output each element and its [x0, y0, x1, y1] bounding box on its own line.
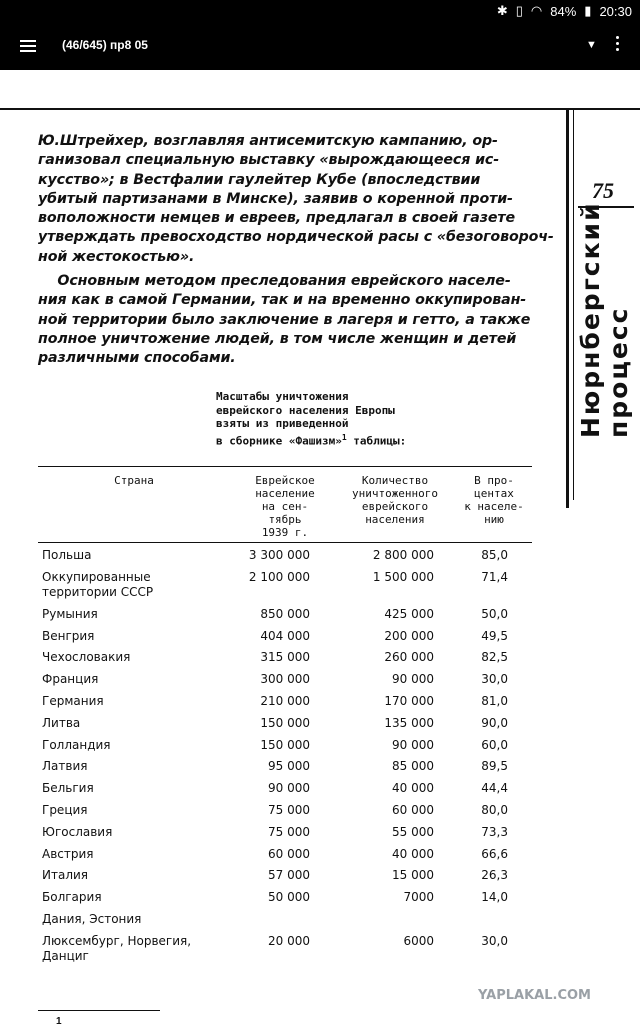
cell-killed: 90 000: [392, 672, 434, 687]
cell-population: 50 000: [268, 890, 310, 905]
caption-line-4: [216, 431, 406, 448]
cell-killed: 90 000: [392, 737, 434, 752]
hamburger-menu-icon[interactable]: [20, 40, 36, 52]
header-line: нию: [484, 513, 504, 526]
cell-killed: 7000: [403, 890, 434, 905]
footnote-rule: [38, 1010, 160, 1011]
cell-percent: 89,5: [481, 759, 508, 774]
cell-killed: 55 000: [392, 824, 434, 839]
paragraph-2: [38, 272, 552, 368]
cell-killed: 60 000: [392, 803, 434, 817]
header-line: населения: [365, 513, 425, 526]
cell-percent: 71,4: [481, 569, 508, 584]
caption-line-4-end: таблицы:: [346, 434, 407, 448]
cell-population: 850 000: [260, 606, 310, 621]
text-line: ния как в самой Германии, так и на временно оккупирован-: [38, 292, 527, 309]
caption-line-4-text: в сборнике «Фашизм»: [216, 434, 342, 448]
header-line: уничтоженного: [351, 487, 439, 500]
table-row: [0, 694, 640, 714]
cell-percent: 44,4: [481, 781, 508, 796]
text-line: Ю.Штрейхер, возглавляя антисемитскую кампанию, ор-: [38, 133, 498, 149]
cell-killed: 2 800 000: [372, 548, 434, 562]
cell-killed: 40 000: [392, 846, 434, 861]
header-line: к населе-: [464, 500, 524, 513]
table-row: [0, 672, 640, 692]
running-title-line-2: процесс: [604, 306, 633, 438]
page-side-rule: [566, 108, 569, 508]
cell-killed: 260 000: [384, 650, 434, 665]
page-top-rule: [0, 108, 640, 110]
cell-population: 75 000: [268, 803, 310, 817]
table-row: [0, 716, 640, 736]
cell-country: Австрия: [42, 846, 94, 861]
footnote-mark: 1: [56, 1016, 62, 1027]
table-top-rule: [38, 466, 532, 467]
cell-killed: 1 500 000: [372, 569, 434, 584]
cell-country: Данциг: [42, 948, 89, 963]
cell-killed: 200 000: [384, 628, 434, 643]
table-row: [0, 629, 640, 649]
cell-population: 60 000: [268, 846, 310, 861]
cell-country: Чехословакия: [42, 650, 131, 665]
text-line: кусство»; в Вестфалии гаулейтер Кубе (впоследствии: [38, 171, 481, 188]
cell-population: 2 100 000: [248, 569, 310, 584]
cell-country: Франция: [42, 672, 99, 687]
table-row: [0, 781, 640, 801]
table-row: [0, 759, 640, 779]
running-title-line-1: Нюрнбергский: [576, 201, 605, 438]
battery-percent: 84%: [550, 3, 577, 19]
caption-line-2: еврейского населения Европы: [216, 403, 395, 417]
text-line: Основным методом преследования еврейского населе-: [38, 273, 511, 290]
table-row: [0, 890, 640, 910]
cell-population: 3 300 000: [248, 548, 310, 562]
cell-percent: 49,5: [481, 628, 508, 643]
header-country: Страна: [114, 474, 154, 487]
cell-population: 150 000: [260, 715, 310, 730]
header-percent: [454, 474, 534, 526]
header-line: на сен-: [261, 500, 309, 513]
text-line: утверждать превосходство нордической расы с «безоговороч-: [38, 229, 554, 246]
header-line: В про-: [474, 474, 514, 487]
battery-icon: ▮: [584, 3, 592, 18]
cell-country: Бельгия: [42, 781, 94, 796]
running-title: [577, 201, 633, 438]
cell-country: Болгария: [42, 890, 102, 905]
cell-killed: 170 000: [384, 694, 434, 708]
cell-country: Латвия: [42, 759, 88, 774]
cell-percent: 50,0: [481, 606, 508, 621]
text-line: убитый партизанами в Минске), заявив о коренной проти-: [38, 190, 513, 207]
cell-country: Польша: [42, 548, 92, 562]
table-caption: [216, 390, 406, 448]
header-killed: [338, 474, 452, 526]
cell-killed: 15 000: [392, 868, 434, 883]
cell-country: Литва: [42, 715, 81, 730]
table-row: [0, 738, 640, 758]
cell-percent: 30,0: [481, 672, 508, 687]
table-header-rule: [38, 542, 532, 543]
cell-population: 20 000: [268, 933, 310, 948]
caption-line-1: Масштабы уничтожения: [216, 390, 349, 403]
status-bar: [0, 0, 640, 24]
cell-killed: 6000: [403, 933, 434, 948]
table-row: [0, 548, 640, 568]
paragraph-1: [38, 132, 552, 267]
table-row: [0, 650, 640, 670]
cell-country: Венгрия: [42, 628, 95, 643]
table-row: [0, 607, 640, 627]
cell-percent: 80,0: [481, 803, 508, 817]
cell-population: 75 000: [268, 824, 310, 839]
header-line: 1939 г.: [261, 526, 309, 539]
text-line: воположности немцев и евреев, предлагал в своей газете: [38, 210, 516, 227]
bluetooth-icon: ✱: [496, 3, 508, 18]
cell-killed: 135 000: [384, 715, 434, 730]
cell-population: 315 000: [260, 650, 310, 665]
cell-percent: 66,6: [481, 846, 508, 861]
vibrate-icon: ▯: [515, 3, 523, 18]
wifi-icon: ◠: [530, 3, 543, 18]
table-row: [0, 912, 640, 932]
cell-country: Румыния: [42, 606, 98, 621]
table-row: [0, 803, 640, 823]
cell-country: Германия: [42, 694, 104, 708]
cell-population: 57 000: [268, 868, 310, 883]
cell-population: 404 000: [260, 628, 310, 643]
cell-killed: 425 000: [384, 606, 434, 621]
cell-country: Люксембург, Норвегия,: [42, 933, 192, 948]
cell-population: 210 000: [260, 694, 310, 708]
header-population: [236, 474, 334, 539]
more-options-icon[interactable]: [616, 36, 620, 54]
cell-percent: 81,0: [481, 694, 508, 708]
cell-percent: 60,0: [481, 737, 508, 752]
cell-percent: 85,0: [481, 548, 508, 562]
cell-country: Югославия: [42, 824, 113, 839]
app-toolbar: [0, 24, 640, 70]
text-line: ной жестокостью».: [38, 248, 195, 265]
caption-line-3: взяты из приведенной: [216, 417, 349, 430]
text-line: ной территории было заключение в лагеря и гетто, а также: [38, 311, 531, 328]
cell-percent: 90,0: [481, 715, 508, 730]
status-icons: [497, 3, 632, 19]
cell-percent: 30,0: [481, 933, 508, 948]
cell-population: 150 000: [260, 737, 310, 752]
table-row: [0, 868, 640, 888]
header-line: еврейского: [361, 500, 429, 513]
footnote-reference: 1: [341, 432, 347, 442]
cell-percent: 82,5: [481, 650, 508, 665]
cell-population: 95 000: [268, 759, 310, 774]
cell-killed: 85 000: [392, 759, 434, 774]
table-row: [0, 825, 640, 845]
cell-country: Дания, Эстония: [42, 912, 142, 926]
cell-country: Греция: [42, 803, 88, 817]
page-number: 75: [592, 178, 614, 203]
header-line: Еврейское: [255, 474, 315, 487]
table-row: [0, 847, 640, 867]
table-row: [0, 933, 640, 963]
cell-killed: 40 000: [392, 781, 434, 796]
cell-country: Оккупированные: [42, 569, 151, 584]
page-side-rule-thin: [573, 110, 574, 500]
header-line: Количество: [361, 474, 429, 487]
cell-population: 300 000: [260, 672, 310, 687]
body-text: [38, 132, 552, 369]
cell-country: Голландия: [42, 737, 111, 752]
text-line: полное уничтожение людей, в том числе женщин и детей: [38, 330, 517, 347]
cell-population: 90 000: [268, 781, 310, 796]
cell-country: Италия: [42, 868, 89, 883]
text-line: ганизовал специальную выставку «вырождающееся ис-: [38, 152, 500, 169]
clock: 20:30: [599, 3, 632, 19]
cell-percent: 14,0: [481, 890, 508, 905]
header-line: центах: [474, 487, 514, 500]
dropdown-arrow-icon[interactable]: ▼: [586, 39, 597, 51]
cell-percent: 26,3: [481, 868, 508, 883]
header-line: население: [255, 487, 315, 500]
text-line: различными способами.: [38, 350, 236, 367]
cell-percent: 73,3: [481, 824, 508, 839]
document-title: (46/645) пр8 05: [62, 38, 148, 52]
watermark: YAPLAKAL.COM: [478, 988, 591, 1003]
document-page: [0, 70, 640, 1027]
table-row: [0, 569, 640, 599]
header-line: тябрь: [268, 513, 302, 526]
cell-country: территории СССР: [42, 584, 154, 599]
